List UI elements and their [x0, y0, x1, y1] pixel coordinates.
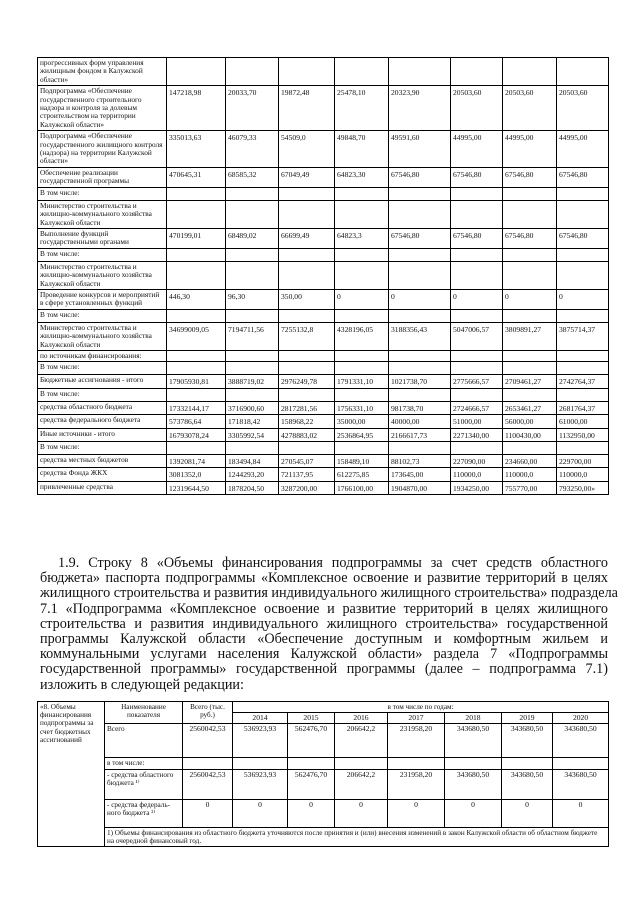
- value-cell: 721137,95: [279, 468, 335, 481]
- fin-value-cell: 343680,50: [553, 724, 609, 758]
- value-cell: 0: [503, 289, 557, 309]
- row-label: Министерство строительства и жилищно-коммунального хозяйства Калужской области: [38, 322, 167, 350]
- value-cell: 5047006,57: [451, 322, 503, 350]
- value-cell: [167, 261, 226, 289]
- value-cell: 446,30: [167, 289, 226, 309]
- value-cell: 1244293,20: [226, 468, 279, 481]
- value-cell: 2775666,57: [451, 375, 503, 388]
- year-header: 2018: [445, 713, 502, 724]
- fin-value-cell: 536923,93: [233, 769, 288, 799]
- value-cell: [451, 187, 503, 200]
- value-cell: 3809891,27: [503, 322, 557, 350]
- fin-value-cell: 0: [502, 799, 553, 827]
- value-cell: 158489,10: [335, 455, 389, 468]
- value-cell: 1766100,00: [335, 481, 389, 494]
- value-cell: 147218,98: [167, 86, 226, 131]
- value-cell: 110000,0: [557, 468, 609, 481]
- value-cell: [503, 187, 557, 200]
- value-cell: 7255132,8: [279, 322, 335, 350]
- row-label: средства областного бюджета: [38, 401, 167, 414]
- value-cell: [226, 58, 279, 86]
- value-cell: 227090,00: [451, 455, 503, 468]
- value-cell: 1878204,50: [226, 481, 279, 494]
- row-label: В том числе:: [38, 187, 167, 200]
- value-cell: 67546,80: [503, 228, 557, 248]
- value-cell: [503, 200, 557, 228]
- value-cell: [451, 248, 503, 261]
- paragraph-line: бюджета» паспорта подпрограммы «Комплексное освоение и развитие территорий в целях: [40, 570, 608, 587]
- value-cell: 64823,30: [335, 167, 389, 187]
- fin-total-cell: 2560042,53: [183, 724, 233, 758]
- value-cell: 54509,0: [279, 131, 335, 168]
- value-cell: [451, 350, 503, 361]
- value-cell: [389, 362, 451, 375]
- value-cell: 67546,80: [503, 167, 557, 187]
- table-row: [38, 58, 609, 86]
- value-cell: 67546,80: [451, 167, 503, 187]
- value-cell: 20033,70: [226, 86, 279, 131]
- value-cell: [451, 309, 503, 322]
- value-cell: 3305992,54: [226, 428, 279, 441]
- value-cell: 51000,00: [451, 415, 503, 428]
- fin-value-cell: 562476,70: [288, 724, 335, 758]
- value-cell: [279, 309, 335, 322]
- value-cell: 1934250,00: [451, 481, 503, 494]
- table-row: [38, 248, 609, 261]
- value-cell: [167, 58, 226, 86]
- value-cell: 16793078,24: [167, 428, 226, 441]
- value-cell: [451, 442, 503, 455]
- row-label: В том числе:: [38, 248, 167, 261]
- row-label: средства федерального бюджета: [38, 415, 167, 428]
- fin-value-cell: 343680,50: [445, 769, 502, 799]
- value-cell: 1904870,00: [389, 481, 451, 494]
- value-cell: [226, 261, 279, 289]
- financing-table-body: [38, 58, 609, 495]
- row-label: В том числе:: [38, 309, 167, 322]
- value-cell: 981738,70: [389, 401, 451, 414]
- value-cell: 470645,31: [167, 167, 226, 187]
- value-cell: 3716900,60: [226, 401, 279, 414]
- value-cell: 17905930,81: [167, 375, 226, 388]
- value-cell: [335, 248, 389, 261]
- table-row: [38, 350, 609, 361]
- value-cell: [167, 187, 226, 200]
- value-cell: 2709461,27: [503, 375, 557, 388]
- value-cell: 20323,90: [389, 86, 451, 131]
- table-row: [38, 228, 609, 248]
- fin-row-label: Всего: [105, 724, 183, 758]
- row-label: Бюджетные ассигнования - итого: [38, 375, 167, 388]
- value-cell: 44995,00: [503, 131, 557, 168]
- value-cell: 12319644,50: [167, 481, 226, 494]
- value-cell: [279, 350, 335, 361]
- row-label: Министерство строительства и жилищно-коммунального хозяйства Калужской области: [38, 200, 167, 228]
- table-row: [38, 415, 609, 428]
- value-cell: [226, 309, 279, 322]
- value-cell: 7194711,56: [226, 322, 279, 350]
- row-label: прогрессивных форм управления жилищным фондом в Калужской области»: [38, 58, 167, 86]
- row-label: Министерство строительства и жилищно-коммунального хозяйства Калужской области: [38, 261, 167, 289]
- fin-value-cell: 206642,2: [335, 769, 388, 799]
- paragraph-line: жилищного строительства и развития индивидуального жилищного строительства» подраздела: [40, 585, 618, 602]
- fin-row-label: - средства федераль-ного бюджета ²⁾: [105, 799, 183, 827]
- value-cell: 2681764,37: [557, 401, 609, 414]
- value-cell: 67546,80: [451, 228, 503, 248]
- value-cell: [389, 187, 451, 200]
- value-cell: [503, 248, 557, 261]
- fin-total-cell: 2560042,53: [183, 769, 233, 799]
- value-cell: [335, 58, 389, 86]
- value-cell: [389, 309, 451, 322]
- value-cell: 2742764,37: [557, 375, 609, 388]
- value-cell: [279, 442, 335, 455]
- value-cell: [503, 309, 557, 322]
- value-cell: 183494,84: [226, 455, 279, 468]
- value-cell: [389, 388, 451, 401]
- value-cell: 3287200,00: [279, 481, 335, 494]
- value-cell: 3888719,02: [226, 375, 279, 388]
- year-header: 2017: [388, 713, 445, 724]
- value-cell: [389, 261, 451, 289]
- value-cell: [335, 309, 389, 322]
- value-cell: [226, 442, 279, 455]
- value-cell: 3188356,43: [389, 322, 451, 350]
- paragraph-line: коммунальными услугами населения Калужской области» раздела 7 «Подпрограммы: [40, 646, 608, 663]
- value-cell: [557, 200, 609, 228]
- value-cell: 1100430,00: [503, 428, 557, 441]
- table-row: [38, 322, 609, 350]
- value-cell: 46079,33: [226, 131, 279, 168]
- value-cell: 49591,60: [389, 131, 451, 168]
- fin-value-cell: 206642,2: [335, 724, 388, 758]
- value-cell: [279, 261, 335, 289]
- value-cell: [167, 200, 226, 228]
- table-row: [38, 187, 609, 200]
- footnote: 1) Объемы финансирования из областного бюджета уточняются после принятия и (или) внесения изменений в закон Калужской области об областном бюджете на очередной финансовый год.: [105, 827, 609, 846]
- value-cell: 270545,07: [279, 455, 335, 468]
- value-cell: 88102,73: [389, 455, 451, 468]
- value-cell: [226, 388, 279, 401]
- value-cell: [335, 187, 389, 200]
- value-cell: 4278883,02: [279, 428, 335, 441]
- value-cell: 1791331,10: [335, 375, 389, 388]
- value-cell: [557, 388, 609, 401]
- value-cell: 2536864,95: [335, 428, 389, 441]
- value-cell: [226, 187, 279, 200]
- fin-value-cell: 343680,50: [502, 724, 553, 758]
- value-cell: [226, 350, 279, 361]
- value-cell: [389, 350, 451, 361]
- row-label: по источникам финансирования:: [38, 350, 167, 361]
- value-cell: 64823,3: [335, 228, 389, 248]
- fin-value-cell: 0: [553, 799, 609, 827]
- value-cell: 234660,00: [503, 455, 557, 468]
- amendment-paragraph: [40, 555, 618, 693]
- paragraph-line: программы Калужской области «Обеспечение доступным и комфортным жильем и: [40, 631, 608, 648]
- value-cell: [167, 309, 226, 322]
- table-row: [38, 375, 609, 388]
- fin-value-cell: 562476,70: [288, 769, 335, 799]
- value-cell: [557, 248, 609, 261]
- value-cell: [557, 442, 609, 455]
- paragraph-line: государственной программы» государственной программы (далее – подпрограмма 7.1): [40, 661, 608, 678]
- value-cell: [557, 309, 609, 322]
- value-cell: 61000,00: [557, 415, 609, 428]
- row-label: Подпрограмма «Обеспечение государственного строительного надзора и контроля за долевым строительством на территории Калужской области»: [38, 86, 167, 131]
- value-cell: 2166617,73: [389, 428, 451, 441]
- value-cell: 40000,00: [389, 415, 451, 428]
- value-cell: 67546,80: [389, 228, 451, 248]
- value-cell: [335, 350, 389, 361]
- value-cell: 1021738,70: [389, 375, 451, 388]
- row-label: В том числе:: [38, 362, 167, 375]
- table-row: [38, 455, 609, 468]
- fin-value-cell: 231958,20: [388, 724, 445, 758]
- table-row: [38, 131, 609, 168]
- value-cell: [503, 261, 557, 289]
- year-header: 2015: [288, 713, 335, 724]
- value-cell: [451, 58, 503, 86]
- paragraph-line: изложить в следующей редакции:: [40, 676, 244, 693]
- value-cell: 20503,60: [503, 86, 557, 131]
- value-cell: 3875714,37: [557, 322, 609, 350]
- table-row: [38, 261, 609, 289]
- value-cell: 66699,49: [279, 228, 335, 248]
- table-row: [38, 442, 609, 455]
- subprogram-financing-table: [37, 701, 609, 847]
- value-cell: [226, 362, 279, 375]
- value-cell: 2724666,57: [451, 401, 503, 414]
- value-cell: [167, 248, 226, 261]
- fin-value-cell: 343680,50: [553, 769, 609, 799]
- value-cell: 2653461,27: [503, 401, 557, 414]
- table-row: [38, 167, 609, 187]
- fin-value-cell: 0: [445, 799, 502, 827]
- fin-value-cell: 0: [233, 799, 288, 827]
- value-cell: [389, 58, 451, 86]
- value-cell: [279, 187, 335, 200]
- value-cell: 34699009,05: [167, 322, 226, 350]
- value-cell: [335, 200, 389, 228]
- table-row: [38, 362, 609, 375]
- value-cell: [167, 388, 226, 401]
- table-row: [38, 428, 609, 441]
- value-cell: 44995,00: [557, 131, 609, 168]
- value-cell: [451, 200, 503, 228]
- value-cell: 96,30: [226, 289, 279, 309]
- value-cell: [389, 248, 451, 261]
- fin-value-cell: 231958,20: [388, 769, 445, 799]
- row-label: средства местных бюджетов: [38, 455, 167, 468]
- table-row: [38, 289, 609, 309]
- value-cell: [279, 248, 335, 261]
- value-cell: 755770,00: [503, 481, 557, 494]
- row-label: Выполнение функций государственными органами: [38, 228, 167, 248]
- fin-value-cell: 0: [288, 799, 335, 827]
- value-cell: [503, 362, 557, 375]
- value-cell: 20503,60: [451, 86, 503, 131]
- value-cell: 56000,00: [503, 415, 557, 428]
- years-caption: в том числе по годам:: [233, 702, 609, 713]
- value-cell: 1132950,00: [557, 428, 609, 441]
- row-label: Иные источники - итого: [38, 428, 167, 441]
- value-cell: 110000,0: [503, 468, 557, 481]
- value-cell: 229700,00: [557, 455, 609, 468]
- value-cell: 0: [335, 289, 389, 309]
- fin-value-cell: 536923,93: [233, 724, 288, 758]
- year-header: 2014: [233, 713, 288, 724]
- value-cell: [389, 200, 451, 228]
- fin-value-cell: 343680,50: [445, 724, 502, 758]
- year-header: 2016: [335, 713, 388, 724]
- value-cell: [451, 362, 503, 375]
- value-cell: 0: [557, 289, 609, 309]
- value-cell: [167, 350, 226, 361]
- table-row: [38, 309, 609, 322]
- value-cell: 793250,00»: [557, 481, 609, 494]
- value-cell: 49848,70: [335, 131, 389, 168]
- row-label: Проведение конкурсов и мероприятий в сфере установленных функций: [38, 289, 167, 309]
- row-label: средства Фонда ЖКХ: [38, 468, 167, 481]
- fin-value-cell: 0: [388, 799, 445, 827]
- value-cell: 350,00: [279, 289, 335, 309]
- value-cell: 2271340,00: [451, 428, 503, 441]
- value-cell: 35000,00: [335, 415, 389, 428]
- year-header: 2019: [502, 713, 553, 724]
- value-cell: 1392081,74: [167, 455, 226, 468]
- table-row: [38, 388, 609, 401]
- value-cell: 19872,48: [279, 86, 335, 131]
- value-cell: 2976249,78: [279, 375, 335, 388]
- table-row: [38, 468, 609, 481]
- value-cell: [503, 442, 557, 455]
- value-cell: 1756331,10: [335, 401, 389, 414]
- value-cell: [335, 442, 389, 455]
- fin-row-label: - средства областного бюджета ¹⁾: [105, 769, 183, 799]
- value-cell: [335, 362, 389, 375]
- value-cell: 110000,0: [451, 468, 503, 481]
- value-cell: [503, 350, 557, 361]
- value-cell: 68585,32: [226, 167, 279, 187]
- value-cell: [503, 58, 557, 86]
- table-row: [38, 401, 609, 414]
- fin-value-cell: 0: [335, 799, 388, 827]
- value-cell: 173645,00: [389, 468, 451, 481]
- value-cell: [451, 388, 503, 401]
- fin-total-cell: 0: [183, 799, 233, 827]
- paragraph-line: строительства и развития индивидуального жилищного строительства» государственной: [40, 615, 608, 632]
- year-header: 2020: [553, 713, 609, 724]
- value-cell: 4328196,05: [335, 322, 389, 350]
- value-cell: [167, 362, 226, 375]
- row-label: В том числе:: [38, 442, 167, 455]
- value-cell: [226, 248, 279, 261]
- value-cell: 158968,22: [279, 415, 335, 428]
- value-cell: [557, 350, 609, 361]
- value-cell: 67546,80: [557, 167, 609, 187]
- value-cell: 44995,00: [451, 131, 503, 168]
- value-cell: [557, 261, 609, 289]
- table-row: [38, 200, 609, 228]
- paragraph-line: 1.9. Строку 8 «Объемы финансирования подпрограммы за счет средств областного: [58, 555, 608, 571]
- value-cell: 0: [451, 289, 503, 309]
- value-cell: 3081352,0: [167, 468, 226, 481]
- value-cell: [503, 388, 557, 401]
- table-row: [38, 86, 609, 131]
- value-cell: 470199,01: [167, 228, 226, 248]
- value-cell: 67546,80: [557, 228, 609, 248]
- value-cell: 67546,80: [389, 167, 451, 187]
- row-header-cell: «8. Объемы финансирования подпрограммы за счет бюджетных ассигнований: [38, 702, 105, 847]
- value-cell: 20503,60: [557, 86, 609, 131]
- value-cell: [279, 58, 335, 86]
- value-cell: 17332144,17: [167, 401, 226, 414]
- value-cell: 0: [389, 289, 451, 309]
- value-cell: [389, 442, 451, 455]
- value-cell: [557, 58, 609, 86]
- value-cell: 335013,63: [167, 131, 226, 168]
- value-cell: [451, 261, 503, 289]
- value-cell: [279, 388, 335, 401]
- row-label: Подпрограмма «Обеспечение государственного жилищного контроля (надзора) на территории Калужской области»: [38, 131, 167, 168]
- value-cell: 171818,42: [226, 415, 279, 428]
- value-cell: [557, 187, 609, 200]
- fin-row-label: в том числе:: [105, 758, 183, 769]
- value-cell: 612275,85: [335, 468, 389, 481]
- value-cell: [279, 200, 335, 228]
- value-cell: [335, 261, 389, 289]
- value-cell: [279, 362, 335, 375]
- table-row: [38, 481, 609, 494]
- col-name-header: Наименование показателя: [105, 702, 183, 724]
- row-label: привлеченные средства: [38, 481, 167, 494]
- financing-table: [37, 57, 609, 495]
- value-cell: [335, 388, 389, 401]
- value-cell: 68489,02: [226, 228, 279, 248]
- value-cell: 573786,64: [167, 415, 226, 428]
- value-cell: 67049,49: [279, 167, 335, 187]
- row-label: В том числе:: [38, 388, 167, 401]
- value-cell: 25478,10: [335, 86, 389, 131]
- value-cell: [226, 200, 279, 228]
- value-cell: [557, 362, 609, 375]
- paragraph-line: 7.1 «Подпрограмма «Комплексное освоение и развитие территорий в целях жилищного: [40, 600, 608, 617]
- col-total-header: Всего (тыс. руб.): [183, 702, 233, 724]
- value-cell: 2817281,56: [279, 401, 335, 414]
- value-cell: [167, 442, 226, 455]
- row-label: Обеспечение реализации государственной программы: [38, 167, 167, 187]
- fin-value-cell: 343680,50: [502, 769, 553, 799]
